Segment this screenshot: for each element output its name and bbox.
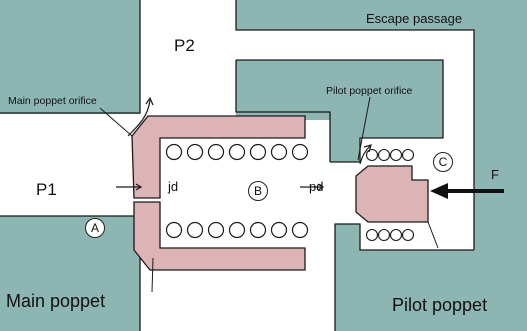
label-main-poppet: Main poppet bbox=[6, 291, 106, 311]
label-jd: jd bbox=[168, 179, 179, 194]
escape-passage-horizontal bbox=[236, 30, 474, 60]
p2-port bbox=[140, 0, 236, 120]
chamber-a-marker: A bbox=[85, 218, 105, 238]
pilot-channel bbox=[328, 162, 360, 224]
chamber-c-marker: C bbox=[433, 152, 453, 172]
label-p1: P1 bbox=[36, 180, 57, 199]
label-main-poppet-orifice: Main poppet orifice bbox=[8, 95, 97, 107]
label-pd: pd bbox=[309, 179, 324, 194]
label-f: F bbox=[491, 167, 499, 182]
label-pilot-poppet-orifice: Pilot poppet orifice bbox=[326, 85, 413, 97]
label-escape-passage: Escape passage bbox=[366, 11, 463, 26]
chamber-b-marker: B bbox=[248, 181, 268, 201]
label-p2: P2 bbox=[174, 36, 195, 55]
label-pilot-poppet: Pilot poppet bbox=[392, 295, 488, 315]
